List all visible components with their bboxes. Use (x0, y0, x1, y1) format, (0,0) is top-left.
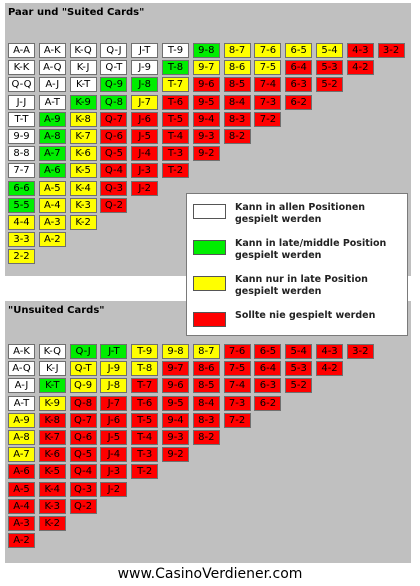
unsuited-hand-cell: T-5 (131, 413, 158, 428)
suited-hand-cell: 5-5 (8, 198, 35, 213)
unsuited-hand-cell: 6-5 (254, 344, 281, 359)
unsuited-hand-cell: 8-3 (193, 413, 220, 428)
unsuited-hand-cell: 9-4 (162, 413, 189, 428)
suited-hand-cell: 6-4 (285, 60, 312, 75)
suited-hand-cell: 9-6 (193, 77, 220, 92)
unsuited-hand-cell: K-3 (39, 499, 66, 514)
suited-hand-cell: 7-3 (254, 95, 281, 110)
suited-hand-cell: A-5 (39, 181, 66, 196)
suited-hand-cell: 4-4 (8, 215, 35, 230)
unsuited-hand-cell: K-7 (39, 430, 66, 445)
suited-hand-cell: J-4 (131, 146, 158, 161)
unsuited-hand-cell: 3-2 (347, 344, 374, 359)
unsuited-hand-cell: T-2 (131, 464, 158, 479)
unsuited-hand-cell: K-2 (39, 516, 66, 531)
suited-hand-cell: Q-T (100, 60, 127, 75)
unsuited-hand-cell: 6-4 (254, 361, 281, 376)
unsuited-hand-cell: K-5 (39, 464, 66, 479)
suited-hand-cell: 9-8 (193, 43, 220, 58)
suited-hand-cell: A-J (39, 77, 66, 92)
suited-hand-cell: J-5 (131, 129, 158, 144)
unsuited-hand-cell: J-2 (100, 482, 127, 497)
suited-hand-cell: A-2 (39, 232, 66, 247)
unsuited-hand-cell: 9-7 (162, 361, 189, 376)
unsuited-hand-cell: 8-6 (193, 361, 220, 376)
unsuited-hand-cell: J-9 (100, 361, 127, 376)
unsuited-hand-cell: A-3 (8, 516, 35, 531)
unsuited-hand-cell: J-6 (100, 413, 127, 428)
suited-hand-cell: J-9 (131, 60, 158, 75)
unsuited-hand-cell: Q-5 (70, 447, 97, 462)
legend-box (186, 193, 408, 336)
unsuited-hand-cell: 5-4 (285, 344, 312, 359)
suited-hand-cell: 8-7 (224, 43, 251, 58)
unsuited-hand-cell: K-6 (39, 447, 66, 462)
footer-url: www.CasinoVerdiener.com (117, 566, 303, 582)
suited-hand-cell: Q-7 (100, 112, 127, 127)
unsuited-hand-cell: T-6 (131, 396, 158, 411)
suited-hand-cell: J-8 (131, 77, 158, 92)
suited-hand-cell: K-3 (70, 198, 97, 213)
unsuited-hand-cell: A-T (8, 396, 35, 411)
unsuited-hand-cell: 7-6 (224, 344, 251, 359)
unsuited-hand-cell: 8-5 (193, 378, 220, 393)
suited-hand-cell: Q-3 (100, 181, 127, 196)
suited-hand-cell: A-4 (39, 198, 66, 213)
unsuited-hand-cell: A-J (8, 378, 35, 393)
suited-hand-cell: 6-5 (285, 43, 312, 58)
unsuited-hand-cell: J-4 (100, 447, 127, 462)
unsuited-hand-cell: A-7 (8, 447, 35, 462)
unsuited-hand-cell: 8-4 (193, 396, 220, 411)
unsuited-hand-cell: 7-5 (224, 361, 251, 376)
suited-hand-cell: 7-7 (8, 163, 35, 178)
unsuited-hand-cell: 6-2 (254, 396, 281, 411)
suited-hand-cell: J-7 (131, 95, 158, 110)
unsuited-hand-cell: Q-J (70, 344, 97, 359)
legend-swatch-red (193, 312, 226, 327)
unsuited-hand-cell: Q-2 (70, 499, 97, 514)
unsuited-hand-cell: T-8 (131, 361, 158, 376)
unsuited-hand-cell: T-4 (131, 430, 158, 445)
suited-hand-cell: K-Q (70, 43, 97, 58)
unsuited-hand-cell: A-Q (8, 361, 35, 376)
unsuited-hand-cell: 4-3 (316, 344, 343, 359)
unsuited-hand-cell: T-9 (131, 344, 158, 359)
suited-hand-cell: Q-6 (100, 129, 127, 144)
unsuited-hand-cell: 9-2 (162, 447, 189, 462)
suited-hand-cell: 4-2 (347, 60, 374, 75)
unsuited-hand-cell: 9-8 (162, 344, 189, 359)
unsuited-hand-cell: K-8 (39, 413, 66, 428)
suited-hand-cell: 9-3 (193, 129, 220, 144)
suited-hand-cell: Q-9 (100, 77, 127, 92)
suited-hand-cell: J-6 (131, 112, 158, 127)
suited-hand-cell: J-J (8, 95, 35, 110)
legend-swatch-yellow (193, 276, 226, 291)
legend-text: Kann nur in late Position gespielt werden (235, 274, 368, 297)
suited-hand-cell: 7-2 (254, 112, 281, 127)
unsuited-hand-cell: A-5 (8, 482, 35, 497)
unsuited-hand-cell: 5-2 (285, 378, 312, 393)
suited-hand-cell: K-9 (70, 95, 97, 110)
unsuited-hand-cell: 6-3 (254, 378, 281, 393)
unsuited-hand-cell: J-T (100, 344, 127, 359)
suited-hand-cell: 4-3 (347, 43, 374, 58)
suited-hand-cell: 6-2 (285, 95, 312, 110)
suited-hand-cell: 2-2 (8, 249, 35, 264)
unsuited-hand-cell: 9-5 (162, 396, 189, 411)
suited-hand-cell: Q-J (100, 43, 127, 58)
unsuited-hand-cell: K-J (39, 361, 66, 376)
legend-text: Kann in late/middle Position gespielt werden (235, 238, 387, 261)
suited-hand-cell: 5-2 (316, 77, 343, 92)
suited-hand-cell: T-4 (162, 129, 189, 144)
suited-hand-cell: 9-9 (8, 129, 35, 144)
suited-hand-cell: T-6 (162, 95, 189, 110)
suited-hand-cell: 7-4 (254, 77, 281, 92)
suited-hand-cell: A-T (39, 95, 66, 110)
legend-text: Sollte nie gespielt werden (235, 310, 376, 321)
unsuited-hand-cell: A-2 (8, 533, 35, 548)
suited-hand-cell: 3-3 (8, 232, 35, 247)
suited-hand-cell: Q-4 (100, 163, 127, 178)
unsuited-hand-cell: A-K (8, 344, 35, 359)
unsuited-hand-cell: 7-2 (224, 413, 251, 428)
suited-hand-cell: A-K (39, 43, 66, 58)
unsuited-chart-panel (5, 301, 411, 563)
unsuited-hand-cell: A-6 (8, 464, 35, 479)
suited-hand-cell: Q-2 (100, 198, 127, 213)
suited-hand-cell: Q-8 (100, 95, 127, 110)
suited-hand-cell: A-7 (39, 146, 66, 161)
suited-hand-cell: A-8 (39, 129, 66, 144)
suited-hand-cell: A-A (8, 43, 35, 58)
unsuited-hand-cell: K-4 (39, 482, 66, 497)
suited-chart-title: Paar und "Suited Cards" (8, 7, 145, 18)
suited-hand-cell: K-T (70, 77, 97, 92)
unsuited-hand-cell: K-9 (39, 396, 66, 411)
suited-hand-cell: J-T (131, 43, 158, 58)
suited-hand-cell: K-8 (70, 112, 97, 127)
legend-swatch-green (193, 240, 226, 255)
unsuited-hand-cell: 7-4 (224, 378, 251, 393)
unsuited-hand-cell: T-3 (131, 447, 158, 462)
unsuited-hand-cell: J-7 (100, 396, 127, 411)
unsuited-hand-cell: Q-8 (70, 396, 97, 411)
unsuited-hand-cell: T-7 (131, 378, 158, 393)
unsuited-hand-cell: A-9 (8, 413, 35, 428)
unsuited-hand-cell: 5-3 (285, 361, 312, 376)
unsuited-hand-cell: 9-6 (162, 378, 189, 393)
suited-hand-cell: Q-Q (8, 77, 35, 92)
unsuited-hand-cell: A-8 (8, 430, 35, 445)
suited-hand-cell: 8-2 (224, 129, 251, 144)
suited-hand-cell: K-2 (70, 215, 97, 230)
suited-hand-cell: 7-5 (254, 60, 281, 75)
unsuited-hand-cell: K-Q (39, 344, 66, 359)
suited-hand-cell: A-Q (39, 60, 66, 75)
unsuited-hand-cell: Q-T (70, 361, 97, 376)
unsuited-hand-cell: K-T (39, 378, 66, 393)
unsuited-hand-cell: Q-9 (70, 378, 97, 393)
suited-hand-cell: 8-6 (224, 60, 251, 75)
suited-hand-cell: T-3 (162, 146, 189, 161)
suited-hand-cell: K-6 (70, 146, 97, 161)
suited-hand-cell: 9-5 (193, 95, 220, 110)
suited-hand-cell: 7-6 (254, 43, 281, 58)
suited-hand-cell: 9-2 (193, 146, 220, 161)
suited-hand-cell: K-K (8, 60, 35, 75)
suited-hand-cell: 8-5 (224, 77, 251, 92)
unsuited-hand-cell: J-8 (100, 378, 127, 393)
legend-text: Kann in allen Positionen gespielt werden (235, 202, 366, 225)
suited-hand-cell: T-5 (162, 112, 189, 127)
suited-hand-cell: 8-4 (224, 95, 251, 110)
unsuited-hand-cell: Q-6 (70, 430, 97, 445)
unsuited-hand-cell: 7-3 (224, 396, 251, 411)
unsuited-hand-cell: J-3 (100, 464, 127, 479)
unsuited-chart-title: "Unsuited Cards" (8, 305, 105, 316)
suited-hand-cell: T-T (8, 112, 35, 127)
unsuited-hand-cell: J-5 (100, 430, 127, 445)
suited-hand-cell: 6-6 (8, 181, 35, 196)
suited-hand-cell: J-3 (131, 163, 158, 178)
suited-hand-cell: 9-7 (193, 60, 220, 75)
suited-hand-cell: K-7 (70, 129, 97, 144)
suited-hand-cell: 6-3 (285, 77, 312, 92)
suited-hand-cell: 8-8 (8, 146, 35, 161)
unsuited-hand-cell: 4-2 (316, 361, 343, 376)
suited-hand-cell: A-3 (39, 215, 66, 230)
suited-hand-cell: K-5 (70, 163, 97, 178)
suited-hand-cell: A-9 (39, 112, 66, 127)
suited-hand-cell: T-9 (162, 43, 189, 58)
unsuited-hand-cell: Q-4 (70, 464, 97, 479)
suited-hand-cell: 5-3 (316, 60, 343, 75)
suited-hand-cell: T-8 (162, 60, 189, 75)
unsuited-hand-cell: A-4 (8, 499, 35, 514)
suited-hand-cell: 3-2 (378, 43, 405, 58)
unsuited-hand-cell: 9-3 (162, 430, 189, 445)
suited-hand-cell: T-7 (162, 77, 189, 92)
unsuited-hand-cell: Q-3 (70, 482, 97, 497)
unsuited-hand-cell: 8-2 (193, 430, 220, 445)
suited-hand-cell: 9-4 (193, 112, 220, 127)
unsuited-hand-cell: Q-7 (70, 413, 97, 428)
suited-hand-cell: 5-4 (316, 43, 343, 58)
suited-hand-cell: A-6 (39, 163, 66, 178)
suited-hand-cell: Q-5 (100, 146, 127, 161)
unsuited-hand-cell: 8-7 (193, 344, 220, 359)
legend-swatch-white (193, 204, 226, 219)
suited-hand-cell: T-2 (162, 163, 189, 178)
suited-hand-cell: K-J (70, 60, 97, 75)
suited-hand-cell: 8-3 (224, 112, 251, 127)
suited-hand-cell: J-2 (131, 181, 158, 196)
suited-hand-cell: K-4 (70, 181, 97, 196)
